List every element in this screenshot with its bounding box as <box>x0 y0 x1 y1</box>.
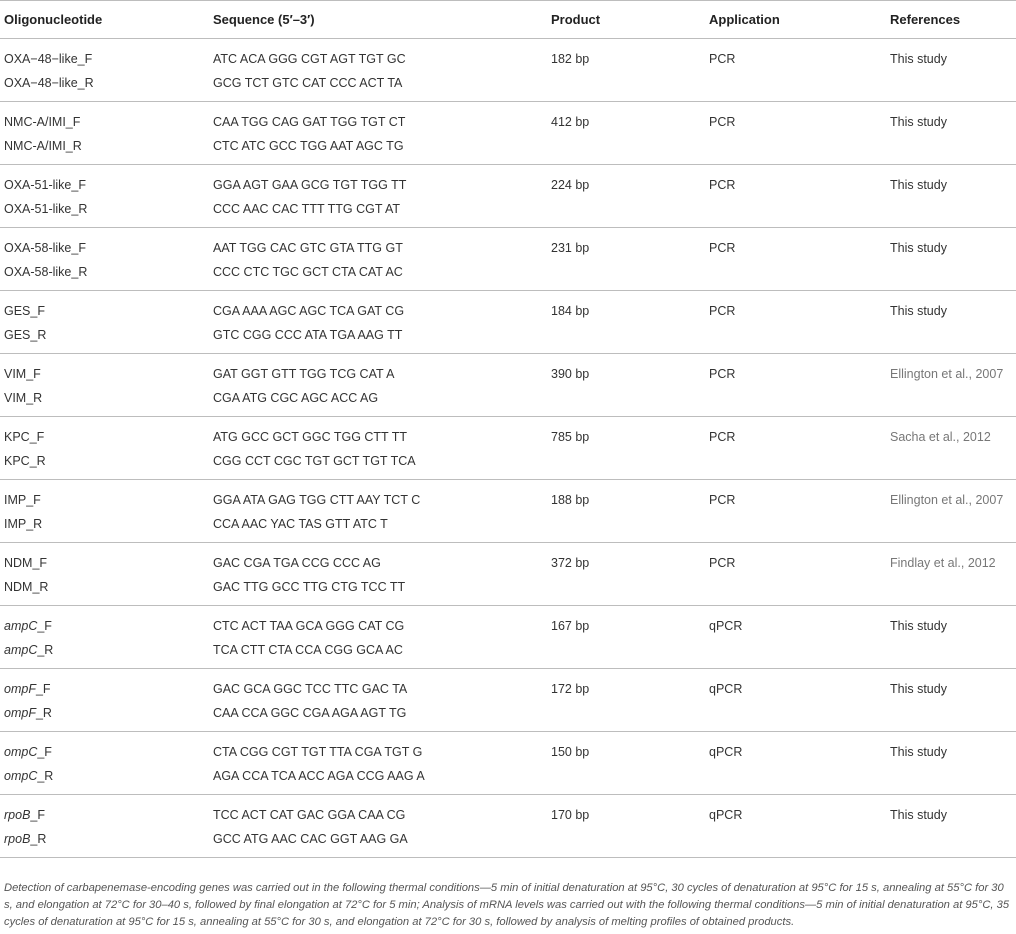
forward-primer-name <box>4 178 86 192</box>
reverse-primer-name <box>4 265 87 279</box>
table-row <box>0 480 1016 543</box>
application: PCR <box>709 178 736 192</box>
reverse-sequence: GCC ATG AAC CAC GGT AAG GA <box>213 832 408 846</box>
forward-primer-name-gene: ampC <box>4 619 38 633</box>
reverse-primer-name-gene: rpoB <box>4 832 31 846</box>
forward-primer-name <box>4 556 47 570</box>
reverse-primer-name <box>4 328 46 342</box>
product-size: 224 bp <box>551 178 590 192</box>
header-product: Product <box>551 12 601 27</box>
reference: This study <box>890 52 947 66</box>
reverse-primer-name <box>4 202 87 216</box>
forward-primer-name-suffix: _F <box>30 808 45 822</box>
forward-primer-name <box>4 430 44 444</box>
reference: Ellington et al., 2007 <box>890 367 1004 381</box>
reverse-primer-name-gene: OXA-51-like_R <box>4 202 88 216</box>
application: qPCR <box>709 745 743 759</box>
forward-sequence: CAA TGG CAG GAT TGG TGT CT <box>213 115 406 129</box>
header-references: References <box>890 12 961 27</box>
table-row <box>0 165 1016 228</box>
product-size: 172 bp <box>551 682 590 696</box>
reverse-primer-name <box>4 76 94 90</box>
reverse-primer-name <box>4 769 53 783</box>
application: PCR <box>709 52 736 66</box>
application: PCR <box>709 430 736 444</box>
product-size: 231 bp <box>551 241 590 255</box>
forward-sequence: CTA CGG CGT TGT TTA CGA TGT G <box>213 745 423 759</box>
forward-primer-name-gene: VIM_F <box>4 367 41 381</box>
forward-primer-name <box>4 115 80 129</box>
reverse-primer-name-suffix: _R <box>30 832 47 846</box>
reference: This study <box>890 619 947 633</box>
reverse-primer-name <box>4 517 42 531</box>
product-size: 372 bp <box>551 556 590 570</box>
forward-primer-name <box>4 241 86 255</box>
application: PCR <box>709 493 736 507</box>
reverse-primer-name-gene: NDM_R <box>4 580 49 594</box>
reverse-sequence: GTC CGG CCC ATA TGA AAG TT <box>213 328 403 342</box>
forward-sequence: GAT GGT GTT TGG TCG CAT A <box>213 367 395 381</box>
reverse-primer-name-gene: ompF <box>4 706 36 720</box>
reverse-primer-name-gene: OXA-58-like_R <box>4 265 88 279</box>
reverse-sequence: TCA CTT CTA CCA CGG GCA AC <box>213 643 403 657</box>
reverse-primer-name-gene: KPC_R <box>4 454 46 468</box>
table-body <box>0 39 1016 858</box>
forward-primer-name-suffix: _F <box>35 682 51 696</box>
forward-primer-name-gene: IMP_F <box>4 493 41 507</box>
application: qPCR <box>709 808 743 822</box>
reverse-primer-name-suffix: _R <box>37 769 54 783</box>
table-row <box>0 543 1016 606</box>
reference: This study <box>890 304 947 318</box>
reverse-primer-name-gene: NMC-A/IMI_R <box>4 139 82 153</box>
reverse-sequence: CTC ATC GCC TGG AAT AGC TG <box>213 139 404 153</box>
reverse-primer-name-suffix: _R <box>35 706 52 720</box>
reference: This study <box>890 745 947 759</box>
forward-primer-name-gene: OXA-58-like_F <box>4 241 86 255</box>
header-oligonucleotide: Oligonucleotide <box>4 12 103 27</box>
table-row <box>0 291 1016 354</box>
product-size: 167 bp <box>551 619 590 633</box>
header-application: Application <box>709 12 780 27</box>
table-row <box>0 732 1016 795</box>
reverse-primer-name-gene: GES_R <box>4 328 47 342</box>
reverse-primer-name <box>4 706 52 720</box>
application: PCR <box>709 304 736 318</box>
forward-primer-name-suffix: _F <box>37 745 52 759</box>
table-header-row <box>0 0 1016 39</box>
forward-primer-name <box>4 304 45 318</box>
application: qPCR <box>709 619 743 633</box>
product-size: 785 bp <box>551 430 590 444</box>
table-row <box>0 795 1016 858</box>
table-footnote: Detection of carbapenemase-encoding genes was carried out in the following thermal conditions—5 min of initial denaturation at 95°C, 30 cycles of denaturation at 95°C for 15 s, annealing at 55°C for 30 s, and elongation at 72°C for 30–40 s, followed by final elongation at 72°C for 5 min; Analysis of mRNA levels was carried out with the following thermal conditions—5 min of initial denaturation at 95°C, 35 cycles of denaturation at 95°C for 15 s, annealing at 55°C for 30 s, and elongation at 72°C for 30 s, followed by analysis of melting profiles of obtained products. <box>4 882 1010 928</box>
application: PCR <box>709 241 736 255</box>
application: PCR <box>709 115 736 129</box>
reference: This study <box>890 808 947 822</box>
forward-sequence: TCC ACT CAT GAC GGA CAA CG <box>213 808 406 822</box>
forward-primer-name-gene: ompC <box>4 745 38 759</box>
forward-primer-name-suffix: _F <box>37 619 52 633</box>
table-row <box>0 606 1016 669</box>
table-row <box>0 354 1016 417</box>
forward-primer-name <box>4 808 45 822</box>
forward-sequence: AAT TGG CAC GTC GTA TTG GT <box>213 241 403 255</box>
forward-sequence: GGA AGT GAA GCG TGT TGG TT <box>213 178 407 192</box>
application: qPCR <box>709 682 743 696</box>
forward-primer-name-gene: OXA-51-like_F <box>4 178 86 192</box>
forward-sequence: CTC ACT TAA GCA GGG CAT CG <box>213 619 405 633</box>
reverse-sequence: CAA CCA GGC CGA AGA AGT TG <box>213 706 407 720</box>
forward-sequence: ATC ACA GGG CGT AGT TGT GC <box>213 52 406 66</box>
reverse-sequence: CGG CCT CGC TGT GCT TGT TCA <box>213 454 416 468</box>
forward-primer-name <box>4 619 52 633</box>
product-size: 150 bp <box>551 745 590 759</box>
forward-primer-name <box>4 682 51 696</box>
product-size: 170 bp <box>551 808 590 822</box>
reverse-primer-name-gene: OXA−48−like_R <box>4 76 94 90</box>
forward-primer-name <box>4 745 52 759</box>
forward-primer-name <box>4 52 92 66</box>
reverse-primer-name-gene: IMP_R <box>4 517 43 531</box>
reference: This study <box>890 115 947 129</box>
forward-primer-name-gene: NDM_F <box>4 556 48 570</box>
application: PCR <box>709 367 736 381</box>
reverse-sequence: CCC AAC CAC TTT TTG CGT AT <box>213 202 401 216</box>
reverse-primer-name <box>4 139 82 153</box>
forward-primer-name-gene: NMC-A/IMI_F <box>4 115 81 129</box>
forward-sequence: GAC GCA GGC TCC TTC GAC TA <box>213 682 408 696</box>
reference: This study <box>890 682 947 696</box>
reference: Ellington et al., 2007 <box>890 493 1004 507</box>
reverse-sequence: CGA ATG CGC AGC ACC AG <box>213 391 379 405</box>
forward-sequence: CGA AAA AGC AGC TCA GAT CG <box>213 304 405 318</box>
product-size: 182 bp <box>551 52 590 66</box>
table-row <box>0 669 1016 732</box>
reverse-primer-name <box>4 391 42 405</box>
forward-sequence: GAC CGA TGA CCG CCC AG <box>213 556 381 570</box>
reverse-primer-name <box>4 580 48 594</box>
reverse-sequence: GCG TCT GTC CAT CCC ACT TA <box>213 76 403 90</box>
reference: Sacha et al., 2012 <box>890 430 991 444</box>
reverse-sequence: CCC CTC TGC GCT CTA CAT AC <box>213 265 403 279</box>
forward-primer-name-gene: ompF <box>4 682 36 696</box>
forward-primer-name-gene: rpoB <box>4 808 31 822</box>
table-row <box>0 228 1016 291</box>
reverse-primer-name-suffix: _R <box>37 643 54 657</box>
forward-primer-name-gene: KPC_F <box>4 430 45 444</box>
header-sequence: Sequence (5′–3′) <box>213 12 315 27</box>
reference: This study <box>890 178 947 192</box>
table-row <box>0 39 1016 102</box>
forward-primer-name-gene: GES_F <box>4 304 45 318</box>
forward-sequence: ATG GCC GCT GGC TGG CTT TT <box>213 430 407 444</box>
reverse-primer-name-gene: ampC <box>4 643 38 657</box>
forward-primer-name <box>4 493 41 507</box>
reverse-primer-name-gene: ompC <box>4 769 38 783</box>
reverse-primer-name <box>4 643 53 657</box>
reverse-primer-name-gene: VIM_R <box>4 391 43 405</box>
forward-primer-name-gene: OXA−48−like_F <box>4 52 93 66</box>
product-size: 188 bp <box>551 493 590 507</box>
forward-primer-name <box>4 367 41 381</box>
reference: This study <box>890 241 947 255</box>
product-size: 390 bp <box>551 367 590 381</box>
table-row <box>0 102 1016 165</box>
product-size: 412 bp <box>551 115 590 129</box>
reverse-primer-name <box>4 832 46 846</box>
reverse-sequence: GAC TTG GCC TTG CTG TCC TT <box>213 580 406 594</box>
table-row <box>0 417 1016 480</box>
product-size: 184 bp <box>551 304 590 318</box>
reverse-sequence: CCA AAC YAC TAS GTT ATC T <box>213 517 388 531</box>
reverse-sequence: AGA CCA TCA ACC AGA CCG AAG A <box>213 769 425 783</box>
forward-sequence: GGA ATA GAG TGG CTT AAY TCT C <box>213 493 421 507</box>
reverse-primer-name <box>4 454 46 468</box>
reference: Findlay et al., 2012 <box>890 556 996 570</box>
application: PCR <box>709 556 736 570</box>
